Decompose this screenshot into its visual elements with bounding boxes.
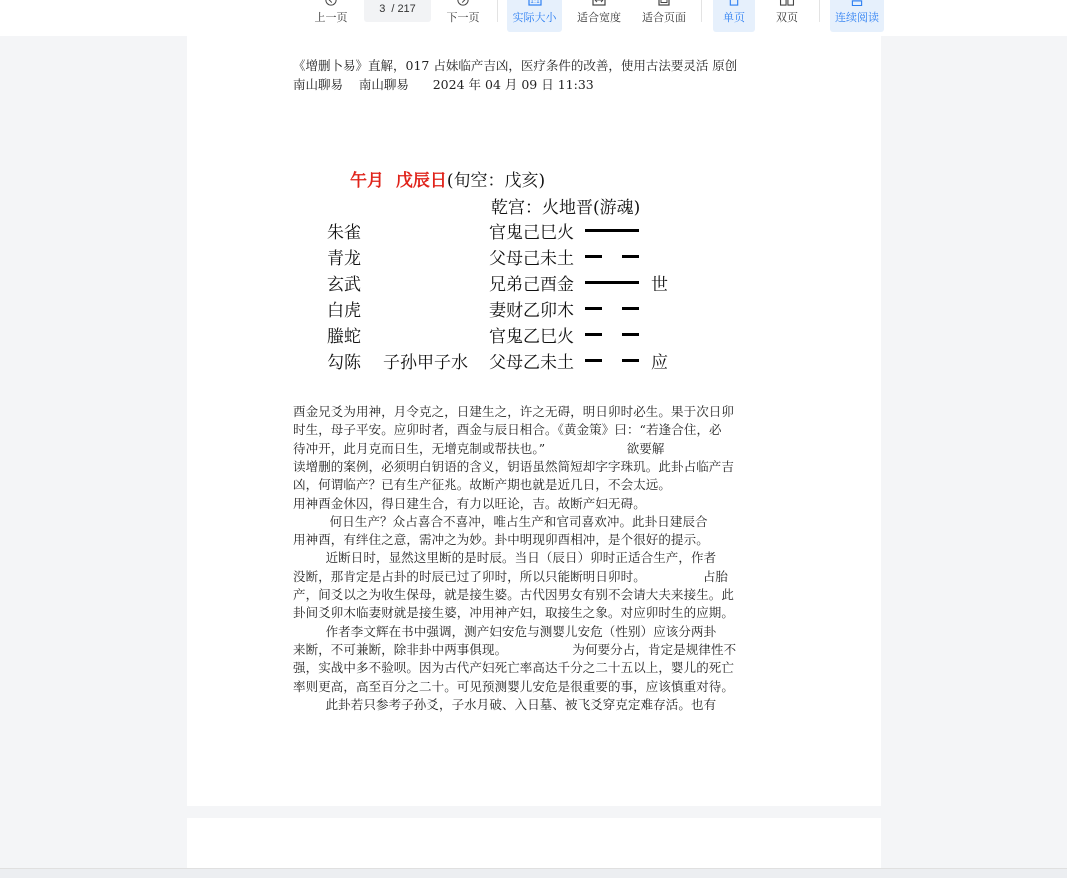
article-title: 《增删卜易》直解，017 占妹临产吉凶，医疗条件的改善，使用古法要灵活 原创 [293, 58, 738, 73]
document-page [187, 36, 881, 806]
yin-line-mark [585, 333, 639, 336]
yang-line-mark [585, 229, 639, 232]
svg-text:1:1: 1:1 [529, 0, 540, 5]
fit-page-icon [658, 0, 670, 6]
six-god-label: 玄武 [327, 275, 361, 295]
yao-label: 官鬼己巳火 [489, 223, 574, 243]
yao-label: 父母乙未土 [489, 353, 574, 373]
single-page-button[interactable] [713, 0, 755, 32]
body-line: 来断，不可兼断，除非卦中两事俱现。 为何要分占，肯定是规律性不 [293, 641, 737, 657]
double-page-button[interactable] [766, 0, 808, 32]
month-day-label: 午月 戊辰日 [350, 171, 447, 191]
body-line: 没断，那肯定是占卦的时辰已过了卯时，所以只能断明日卯时。 占胎 [293, 568, 729, 584]
body-line: 时生，母子平安。应卯时者，酉金与辰日相合。《黄金策》曰：“若逢合住，必 [293, 422, 722, 438]
body-line: 产，间爻以之为收生保母，就是接生婆。古代因男女有别不会请大夫来接生。此 [293, 587, 735, 602]
yin-line-mark [585, 307, 639, 310]
xunkong-label: (旬空：戊亥) [446, 171, 546, 191]
toolbar-divider [497, 0, 498, 22]
fushen-label: 子孙甲子水 [383, 353, 468, 373]
body-line: 何日生产？众占喜合不喜冲，唯占生产和官司喜欢冲。此卦日建辰合 [293, 513, 708, 529]
six-god-label: 勾陈 [327, 353, 361, 373]
six-god-label: 朱雀 [327, 223, 361, 243]
next-page-button[interactable] [440, 0, 486, 32]
yao-label: 妻财乙卯木 [489, 301, 574, 321]
double-page-icon [779, 0, 795, 6]
shi-ying-mark: 应 [651, 353, 668, 373]
shi-ying-mark: 世 [651, 275, 668, 295]
fit-width-button[interactable] [572, 0, 626, 32]
yao-label: 官鬼乙巳火 [489, 327, 574, 347]
body-line: 酉金兄爻为用神，月令克之，日建生之，许之无碍，明日卯时必生。果于次日卯 [293, 404, 735, 419]
body-line: 待冲开，此月克而日生，无增克制或帮扶也。” 欲要解 [293, 440, 665, 456]
body-line: 卦间爻卯木临妻财就是接生婆，冲用神产妇，取接生之象。对应卯时生的应期。 [293, 605, 735, 621]
gua-date-line [350, 166, 545, 191]
fit-width-icon [592, 0, 606, 6]
six-god-label: 青龙 [327, 249, 361, 269]
toolbar-divider [701, 0, 702, 22]
body-line: 强，实战中多不验呗。因为古代产妇死亡率高达千分之二十五以上，婴儿的死亡 [293, 660, 735, 676]
fit-page-button[interactable] [637, 0, 691, 32]
chevron-right-icon [456, 0, 470, 6]
body-line: 此卦若只参考子孙爻，子水月破、入日墓、被飞爻穿克定难存活。也有 [293, 696, 717, 712]
total-pages: / 217 [391, 2, 416, 15]
yin-line-mark [585, 359, 639, 362]
continuous-reading-button[interactable] [830, 0, 884, 32]
continuous-reading-icon [850, 0, 864, 6]
actual-size-button[interactable] [507, 0, 562, 32]
toolbar-divider [819, 0, 820, 22]
gua-palace: 乾宫：火地晋(游魂) [491, 198, 641, 218]
article-meta: 南山聊易 南山聊易 2024 年 04 月 09 日 11:33 [293, 77, 594, 92]
single-page-label: 单页 [723, 11, 745, 24]
body-line: 凶，何谓临产？已有生产征兆。故断产期也就是近几日，不会太远。 [293, 477, 672, 493]
body-line: 作者李文辉在书中强调，测产妇安危与测婴儿安危（性别）应该分两卦 [293, 623, 717, 639]
body-line: 近断日时，显然这里断的是时辰。当日（辰日）卯时正适合生产，作者 [293, 550, 717, 566]
yao-label: 兄弟己酉金 [489, 275, 574, 295]
viewer-toolbar [0, 0, 1067, 36]
body-line: 率则更高，高至百分之二十。可见预测婴儿安危是很重要的事，应该慎重对待。 [293, 678, 735, 694]
actual-size-label: 实际大小 [512, 11, 557, 24]
body-line: 用神酉金休囚，得日建生合，有力以旺论，吉。故断产妇无碍。 [293, 495, 646, 511]
yin-line-mark [585, 255, 639, 258]
yang-line-mark [585, 281, 639, 284]
double-page-label: 双页 [776, 11, 798, 24]
six-god-label: 螣蛇 [327, 327, 361, 347]
single-page-icon [729, 0, 739, 6]
prev-page-button[interactable] [308, 0, 354, 32]
page-number-input[interactable] [364, 0, 431, 22]
continuous-reading-label: 连续阅读 [835, 11, 879, 24]
six-god-label: 白虎 [327, 301, 361, 321]
fit-page-label: 适合页面 [642, 11, 686, 24]
fit-width-label: 适合宽度 [577, 11, 621, 24]
body-line: 用神酉，有绊住之意，需冲之为妙。卦中明现卯酉相冲，是个很好的提示。 [293, 532, 709, 548]
chevron-left-icon [324, 0, 338, 6]
body-line: 读增删的案例，必须明白钥语的含义，钥语虽然简短却字字珠玑。此卦占临产吉 [293, 458, 735, 474]
current-page[interactable]: 3 [379, 2, 386, 15]
actual-size-icon [528, 0, 542, 6]
yao-label: 父母己未土 [489, 249, 574, 269]
prev-page-label: 上一页 [314, 11, 348, 24]
next-page-label: 下一页 [446, 11, 480, 24]
